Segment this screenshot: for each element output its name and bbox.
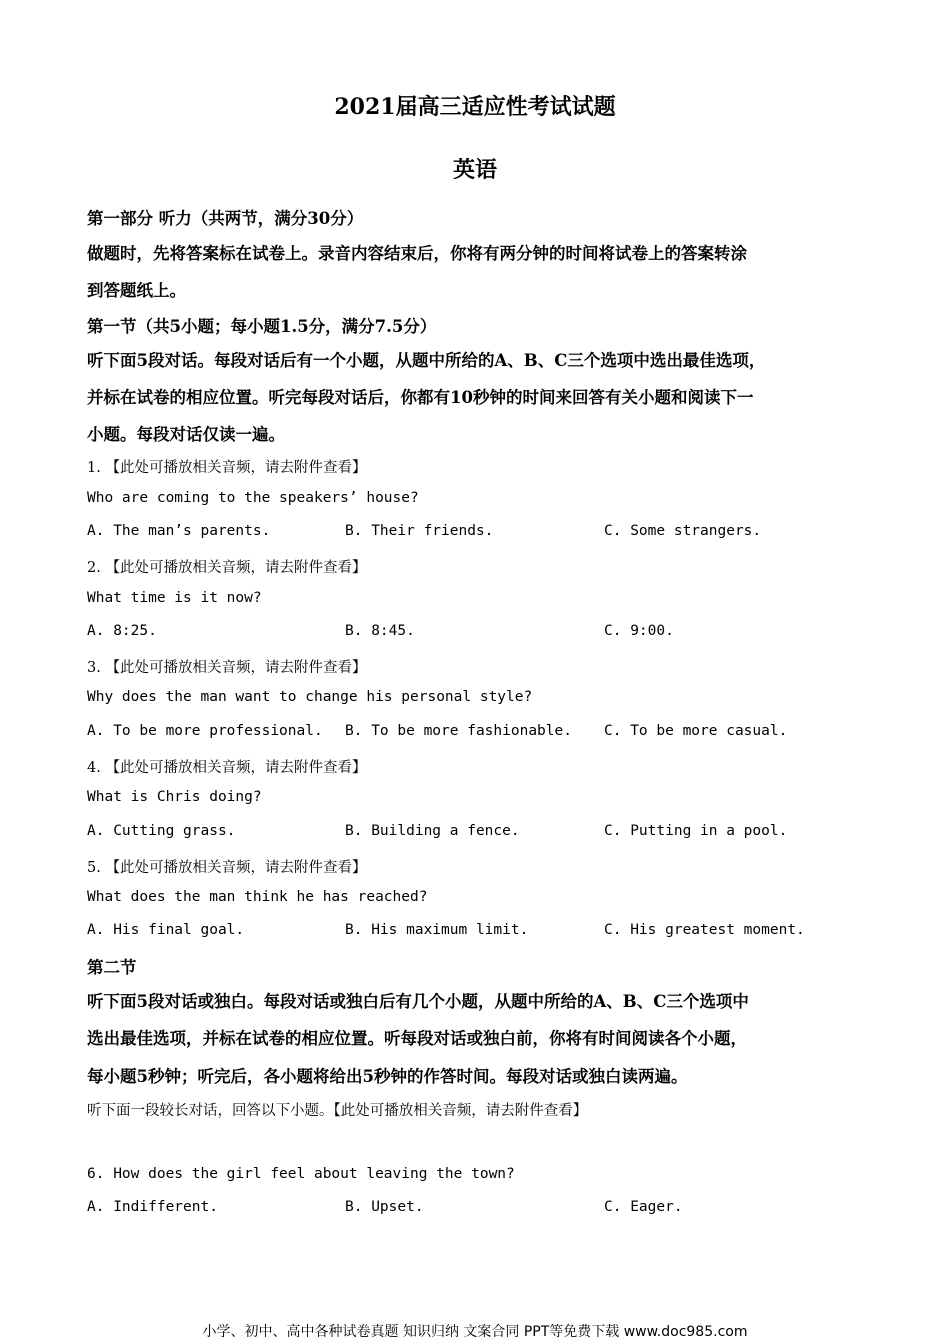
question-5-audio-label: 5. 【此处可播放相关音频，请去附件查看】: [87, 860, 367, 876]
question-2-option-a: A. 8:25.: [87, 623, 157, 639]
question-6-option-a: A. Indifferent.: [87, 1199, 218, 1215]
part1-intro-line1: 做题时，先将答案标在试卷上。录音内容结束后，你将有两分钟的时间将试卷上的答案转涂: [87, 244, 747, 263]
question-5-option-c: C. His greatest moment.: [604, 922, 805, 938]
question-4-option-c: C. Putting in a pool.: [604, 823, 788, 839]
footer-watermark: 小学、初中、高中各种试卷真题 知识归纳 文案合同 PPT等免费下载 www.doc985.com: [202, 1324, 748, 1340]
question-1-option-a: A. The man’s parents.: [87, 523, 271, 539]
question-3-option-c: C. To be more casual.: [604, 723, 788, 739]
question-4-option-b: B. Building a fence.: [345, 823, 520, 839]
section1-intro-line1: 听下面5段对话。每段对话后有一个小题，从题中所给的A、B、C三个选项中选出最佳选项，: [87, 351, 766, 370]
section1-intro-line3: 小题。每段对话仅读一遍。: [87, 425, 285, 444]
part1-heading: 第一部分 听力（共两节，满分30分）: [87, 209, 364, 228]
question-4-option-a: A. Cutting grass.: [87, 823, 236, 839]
question-2-text: What time is it now?: [87, 590, 262, 606]
dialogue-intro: 听下面一段较长对话，回答以下小题。【此处可播放相关音频，请去附件查看】: [87, 1103, 588, 1119]
question-2-option-b: B. 8:45.: [345, 623, 415, 639]
question-6-option-c: C. Eager.: [604, 1199, 683, 1215]
question-1-option-c: C. Some strangers.: [604, 523, 762, 539]
subject-title: 英语: [452, 157, 497, 183]
question-2-option-c: C. 9:00.: [604, 623, 674, 639]
question-1-text: Who are coming to the speakers’ house?: [87, 490, 419, 506]
question-2-audio-label: 2. 【此处可播放相关音频，请去附件查看】: [87, 560, 367, 576]
question-1-audio-label: 1. 【此处可播放相关音频，请去附件查看】: [87, 460, 367, 476]
question-3-option-b: B. To be more fashionable.: [345, 723, 572, 739]
question-3-audio-label: 3. 【此处可播放相关音频，请去附件查看】: [87, 660, 367, 676]
question-6-text: 6. How does the girl feel about leaving the town?: [87, 1166, 515, 1182]
section2-heading: 第二节: [87, 958, 137, 977]
question-4-audio-label: 4. 【此处可播放相关音频，请去附件查看】: [87, 760, 367, 776]
question-6-option-b: B. Upset.: [345, 1199, 424, 1215]
part1-intro-line2: 到答题纸上。: [87, 281, 186, 300]
question-5-option-b: B. His maximum limit.: [345, 922, 529, 938]
question-5-option-a: A. His final goal.: [87, 922, 245, 938]
section1-intro-line2: 并标在试卷的相应位置。听完每段对话后，你都有10秒钟的时间来回答有关小题和阅读下一: [87, 388, 754, 407]
section2-intro-line3: 每小题5秒钟；听完后，各小题将给出5秒钟的作答时间。每段对话或独白读两遍。: [87, 1067, 688, 1086]
question-5-text: What does the man think he has reached?: [87, 889, 428, 905]
section1-heading: 第一节（共5小题；每小题1.5分，满分7.5分）: [87, 317, 437, 336]
section2-intro-line1: 听下面5段对话或独白。每段对话或独白后有几个小题，从题中所给的A、B、C三个选项中: [87, 992, 749, 1011]
section2-intro-line2: 选出最佳选项，并标在试卷的相应位置。听每段对话或独白前，你将有时间阅读各个小题，: [87, 1029, 747, 1048]
question-4-text: What is Chris doing?: [87, 789, 262, 805]
exam-title: 2021届高三适应性考试试题: [334, 94, 616, 120]
question-3-option-a: A. To be more professional.: [87, 723, 323, 739]
question-3-text: Why does the man want to change his personal style?: [87, 689, 533, 705]
question-1-option-b: B. Their friends.: [345, 523, 494, 539]
